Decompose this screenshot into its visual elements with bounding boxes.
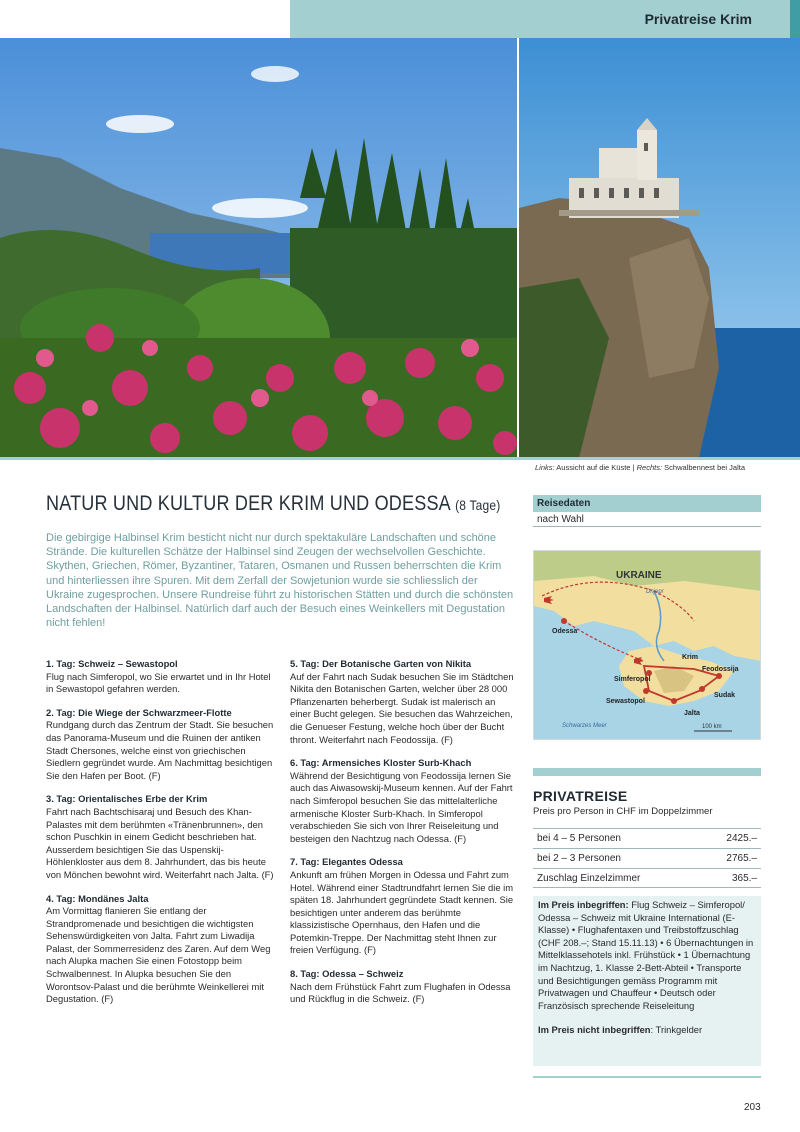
caption-left-label: Links: — [535, 463, 555, 472]
day-item — [46, 707, 274, 783]
inclusions-label: Im Preis inbegriffen: — [538, 899, 629, 910]
privatreise-subtitle: Preis pro Person in CHF im Doppelzimmer — [533, 806, 713, 817]
day-text: Am Vormittag flanieren Sie entlang der Strandpromenade und besichtigen die wichtigsten Sehenswürdigkeiten von Jalta. Fahrt zum Liwadija Palast, der Sommerresidenz des Zaren. Auf dem Weg nach Alupka machen Sie einen Fotostopp beim Schwalbennest. In Alupka besuchen Sie den Worontsov-Palast und die berühmte Weinkellerei mit Degustation. (F) — [46, 905, 271, 1005]
caption-right: Schwalbennest bei Jalta — [664, 463, 746, 472]
inclusions-text — [538, 899, 756, 1012]
itinerary-column-1 — [46, 658, 274, 1017]
inclusions-box — [533, 896, 761, 1066]
day-item — [46, 658, 274, 696]
page-number: 203 — [744, 1102, 761, 1113]
page-title — [46, 492, 500, 516]
day-heading: 6. Tag: Armensiches Kloster Surb-Khach — [290, 757, 472, 769]
photo-swallows-nest — [519, 38, 800, 458]
day-heading: 2. Tag: Die Wiege der Schwarzmeer-Flotte — [46, 706, 232, 718]
privatreise-title: PRIVATREISE — [533, 788, 628, 804]
photo-caption — [535, 463, 795, 472]
inclusions-bottom-rule — [533, 1076, 761, 1078]
map-label-jalta: Jalta — [684, 710, 700, 717]
day-text: Ankunft am frühen Morgen in Odessa und Fahrt zum Hotel. Während einer Stadtrundfahrt lernen Sie die im späten 18. Jahrhundert gegründete Stadt kennen. Sie besichtigen unter anderem das berühmte klassizistische Opernhaus, den Hafen und die Potemkin-Treppe. Der Nachmittag steht Ihnen zur freien Verfügung. (F) — [290, 868, 514, 956]
route-map — [533, 550, 761, 740]
price-label: bei 4 – 5 Personen — [537, 833, 621, 844]
day-text: Auf der Fahrt nach Sudak besuchen Sie im Städtchen Nikita den Botanischen Garten, welcher über 28 000 Pflanzenarten beherbergt. Sudak ist malerisch an einer Bucht gelegen. Sie besuchen das Wahrzeichen, die Genueser Festung, welche hoch über der Bucht thront. Weiterfahrt nach Feodossija. (F) — [290, 670, 514, 745]
price-table — [533, 828, 761, 888]
inclusions-list: Flug Schweiz – Simferopol/ Odessa – Schweiz mit Ukraine International (E-Klasse) • Flughafentaxen und Treibstoffzuschlag (CHF 208.–; Stand 15.11.13) • 6 Übernachtungen in Mittelklassehotels inkl. Frühstück • 1 Übernachtung im Nachtzug, 1. Klasse 2-Bett-Abteil • Transporte und Besichtigungen gemäss Programm mit Privatwagen und Chauffeur • Deutsch oder Französisch sprechende Reiseleitung — [538, 899, 754, 1011]
exclusions-list: : Trinkgelder — [650, 1024, 703, 1036]
price-label: Zuschlag Einzelzimmer — [537, 873, 641, 884]
map-pin-jalta — [671, 698, 677, 704]
photo-coast-view — [0, 38, 517, 458]
day-item — [46, 793, 274, 881]
map-label-simferopol: Simferopol — [614, 676, 651, 683]
day-text: Nach dem Frühstück Fahrt zum Flughafen in Odessa und Rückflug in die Schweiz. (F) — [290, 980, 511, 1005]
day-heading: 4. Tag: Mondänes Jalta — [46, 892, 149, 904]
exclusions-text — [538, 1024, 756, 1037]
map-pin-feodossija — [716, 673, 722, 679]
price-row — [533, 848, 761, 868]
price-value: 2425.– — [726, 833, 757, 844]
day-heading: 8. Tag: Odessa – Schweiz — [290, 968, 404, 980]
privatreise-bar — [533, 768, 761, 776]
day-item — [290, 856, 518, 957]
itinerary-column-2 — [290, 658, 518, 1017]
map-pin-odessa — [561, 618, 567, 624]
map-label-sewastopol: Sewastopol — [606, 698, 645, 705]
map-label-sudak: Sudak — [714, 692, 736, 699]
map-label-river: Dnjepr — [646, 589, 664, 595]
day-heading: 1. Tag: Schweiz – Sewastopol — [46, 658, 178, 669]
map-label-country: UKRAINE — [616, 570, 662, 581]
day-heading: 7. Tag: Elegantes Odessa — [290, 856, 403, 868]
day-text: Rundgang durch das Zentrum der Stadt. Sie besuchen das Panorama-Museum und die Ruinen der antiken Stadt Chersones, welche einst von griechischen Siedlern gegründet wurde. Am Nachmittag besichtigen Sie den Hafen per Boot. (F) — [46, 719, 274, 781]
day-item — [290, 757, 518, 845]
map-pin-sudak — [699, 686, 705, 692]
exclusions-label: Im Preis nicht inbegriffen — [538, 1024, 651, 1036]
day-text: Fahrt nach Bachtschisaraj und Besuch des Khan-Palastes mit dem berühmten «Tränenbrunnen», den schon Puschkin in einem Gedicht beschrieben hat. Ausserdem besichtigen Sie das Uspenskij-Höhlenkloster aus dem 8. Jahrhundert, das bis heute von Mönchen bewohnt wird. Weiterfahrt nach Jalta. (F) — [46, 805, 274, 880]
price-row — [533, 828, 761, 848]
map-pin-sewastopol — [643, 688, 649, 694]
day-item — [290, 658, 518, 746]
caption-separator: | — [630, 463, 637, 472]
intro-text: Die gebirgige Halbinsel Krim besticht nicht nur durch spektakuläre Landschaften und schöne Strände. Die kulturellen Schätze der Halbinsel sind Zeugen der wechselvollen Geschichte. Skythen, Griechen, Römer, Byzantiner, Tataren, Osmanen und Russen beherrschten die Krim und hinterliessen ihre Spuren. Mit dem Zerfall der Sowjetunion wurde sie schliesslich der Ukraine zugesprochen. Unsere Rundreise führt zu historischen Stätten und durch die schönsten Landschaften der Halbinsel. Natürlich darf auch der Besuch eines Weinkellers mit Degustation nicht fehlen! — [46, 532, 514, 630]
caption-left: Aussicht auf die Küste — [556, 463, 631, 472]
price-row — [533, 868, 761, 888]
title-duration: (8 Tage) — [455, 497, 501, 513]
day-text: Während der Besichtigung von Feodossija lernen Sie auch das Aiwasowskij-Museum kennen. Auf der Fahrt nach Simferopol besuchen Sie das mittelalterliche armenische Kloster Surb-Khach. In Simferopol verabschieden Sie sich von Ihrer Reiseleitung und besteigen den Nachtzug nach Odessa. (F) — [290, 769, 513, 844]
day-item — [46, 893, 274, 1006]
map-label-krim: Krim — [682, 654, 698, 661]
day-heading: 3. Tag: Orientalisches Erbe der Krim — [46, 793, 208, 805]
title-main: NATUR UND KULTUR DER KRIM UND ODESSA — [46, 492, 450, 515]
day-item — [290, 968, 518, 1006]
map-label-odessa: Odessa — [552, 628, 578, 635]
section-title: Privatreise Krim — [290, 0, 790, 38]
map-label-feodossija: Feodossija — [702, 666, 739, 673]
reisedaten-label: Reisedaten — [533, 495, 761, 512]
day-heading: 5. Tag: Der Botanische Garten von Nikita — [290, 658, 472, 669]
header-accent-stripe — [790, 0, 800, 38]
map-scale-label: 100 km — [702, 724, 722, 730]
price-value: 2765.– — [726, 853, 757, 864]
price-label: bei 2 – 3 Personen — [537, 853, 621, 864]
map-label-sea: Schwarzes Meer — [562, 723, 607, 729]
price-value: 365.– — [731, 873, 757, 884]
photo-underline — [0, 457, 800, 460]
reisedaten-value: nach Wahl — [533, 513, 761, 527]
caption-right-label: Rechts: — [636, 463, 663, 472]
day-text: Flug nach Simferopol, wo Sie erwartet und in Ihr Hotel in Sewastopol gefahren werden. — [46, 670, 271, 695]
